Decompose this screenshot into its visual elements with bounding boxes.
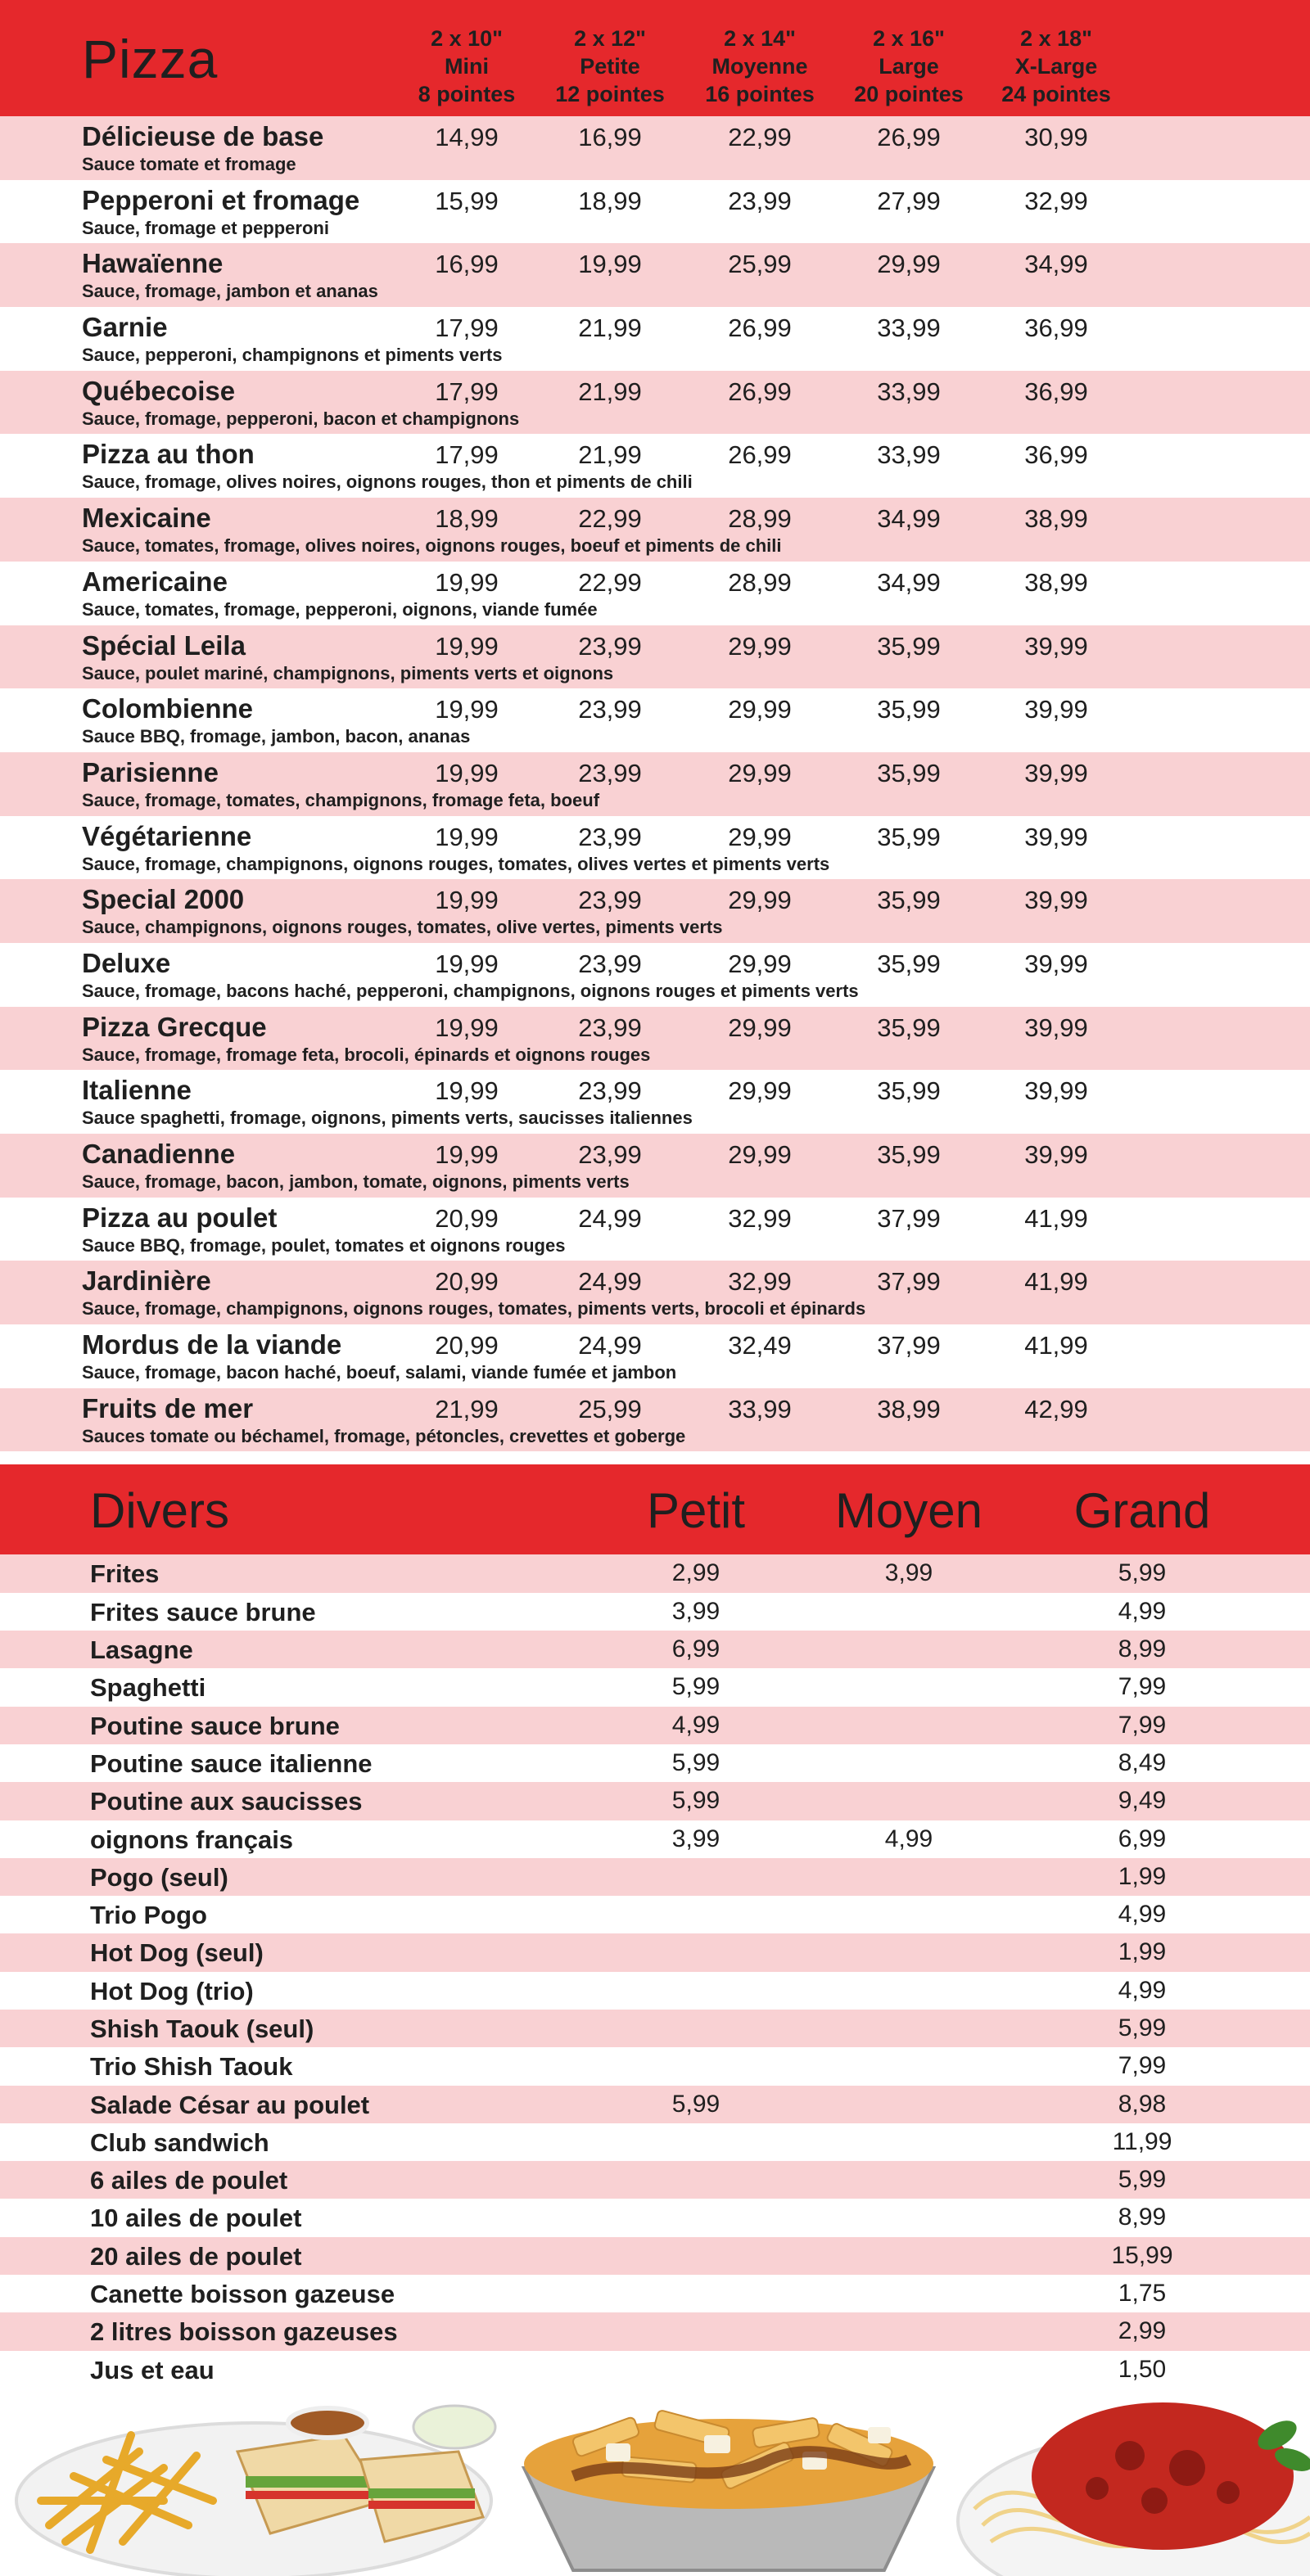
pizza-price: 29,99 [728, 1076, 792, 1106]
divers-row [0, 2086, 1310, 2123]
divers-row [0, 1782, 1310, 1820]
divers-row [0, 1631, 1310, 1668]
divers-item-name: Jus et eau [90, 2355, 215, 2384]
pizza-price: 19,99 [578, 250, 642, 279]
divers-price: 5,99 [671, 1787, 720, 1815]
divers-price: 8,98 [1118, 2090, 1167, 2118]
pizza-description: Sauce, fromage, fromage feta, brocoli, épinards et oignons rouges [82, 1044, 651, 1065]
pizza-price: 23,99 [578, 695, 642, 724]
pizza-name: Hawaïenne [82, 248, 224, 279]
divers-price: 4,99 [671, 1711, 720, 1739]
pizza-price: 26,99 [877, 123, 941, 151]
divers-price: 6,99 [1118, 1825, 1167, 1852]
pizza-row [0, 943, 1310, 1007]
divers-row [0, 1820, 1310, 1858]
pizza-row [0, 1261, 1310, 1324]
pizza-price: 36,99 [1024, 377, 1088, 406]
divers-price: 5,99 [671, 2090, 720, 2118]
size-column-size: 2 x 10" [431, 26, 503, 51]
spaghetti-image [958, 2402, 1310, 2576]
pizza-description: Sauce, champignons, oignons rouges, tomates, olive vertes, piments verts [82, 917, 723, 938]
divers-price: 11,99 [1112, 2127, 1172, 2155]
divers-item-name: Shish Taouk (seul) [90, 2014, 314, 2043]
divers-item-name: Lasagne [90, 1635, 193, 1665]
divers-row [0, 1593, 1310, 1631]
pizza-price: 19,99 [435, 1013, 499, 1042]
pizza-name: Canadienne [82, 1139, 236, 1169]
pizza-price: 23,99 [578, 886, 642, 915]
pizza-price: 27,99 [877, 186, 941, 215]
size-column-points: 12 pointes [555, 82, 665, 106]
pizza-price: 23,99 [578, 822, 642, 851]
divers-row [0, 2123, 1310, 2161]
pizza-row [0, 1388, 1310, 1452]
size-column-name: Petite [580, 54, 640, 79]
pizza-price: 19,99 [435, 1140, 499, 1169]
divers-price: 3,99 [884, 1559, 933, 1587]
pizza-name: Garnie [82, 312, 168, 343]
pizza-row [0, 371, 1310, 435]
pizza-row [0, 562, 1310, 625]
pizza-name: Pizza au thon [82, 439, 255, 470]
divers-price: 4,99 [1118, 1901, 1167, 1929]
size-column-size: 2 x 18" [1020, 26, 1092, 51]
pizza-price: 24,99 [578, 1267, 642, 1297]
pizza-price: 19,99 [435, 886, 499, 915]
pizza-name: Pepperoni et fromage [82, 184, 360, 215]
pizza-price: 35,99 [877, 631, 941, 661]
pizza-name: Deluxe [82, 947, 171, 978]
pizza-price: 38,99 [1024, 504, 1088, 534]
pizza-row [0, 625, 1310, 689]
pizza-description: Sauce, pepperoni, champignons et piments verts [82, 345, 503, 366]
divers-row [0, 2047, 1310, 2085]
pizza-row [0, 1007, 1310, 1071]
size-column-size: 2 x 12" [574, 26, 646, 51]
divers-item-name: Frites sauce brune [90, 1597, 316, 1626]
pizza-price: 19,99 [435, 822, 499, 851]
divers-price: 9,49 [1118, 1787, 1167, 1815]
pizza-row [0, 752, 1310, 816]
poutine-image [524, 2410, 933, 2570]
divers-row [0, 2010, 1310, 2047]
pizza-price: 20,99 [435, 1331, 499, 1360]
pizza-header [0, 0, 1310, 116]
divers-row [0, 2161, 1310, 2199]
divers-section-title: Divers [90, 1483, 230, 1539]
divers-row [0, 1896, 1310, 1933]
pizza-description: Sauces tomate ou béchamel, fromage, pétoncles, crevettes et goberge [82, 1425, 686, 1446]
divers-item-name: Salade César au poulet [90, 2090, 370, 2119]
divers-price: 5,99 [671, 1748, 720, 1776]
pizza-price: 29,99 [728, 949, 792, 978]
divers-price: 5,99 [1118, 2166, 1167, 2194]
divers-row [0, 1933, 1310, 1971]
pizza-row [0, 1134, 1310, 1198]
divers-item-name: Hot Dog (trio) [90, 1976, 254, 2005]
divers-row [0, 2275, 1310, 2312]
pizza-price: 36,99 [1024, 314, 1088, 343]
divers-price: 1,75 [1118, 2280, 1167, 2308]
pizza-price: 32,99 [1024, 186, 1088, 215]
divers-item-name: Trio Pogo [90, 1901, 207, 1930]
divers-row [0, 1858, 1310, 1896]
divers-price: 15,99 [1111, 2241, 1173, 2269]
pizza-price: 29,99 [728, 822, 792, 851]
pizza-row [0, 816, 1310, 880]
pizza-description: Sauce, fromage, bacons haché, pepperoni, champignons, oignons rouges et piments verts [82, 980, 859, 1001]
pizza-price: 35,99 [877, 886, 941, 915]
pizza-row [0, 180, 1310, 244]
pizza-description: Sauce BBQ, fromage, jambon, bacon, ananas [82, 726, 471, 747]
pizza-description: Sauce, fromage, bacon, jambon, tomate, oignons, piments verts [82, 1171, 630, 1192]
pizza-price: 24,99 [578, 1203, 642, 1233]
size-column-name: Moyenne [711, 54, 808, 79]
pizza-price: 32,99 [728, 1203, 792, 1233]
divers-row [0, 1554, 1310, 1592]
divers-header [0, 1464, 1310, 1554]
club-sandwich-fries-image [16, 2406, 495, 2576]
pizza-price: 42,99 [1024, 1394, 1088, 1423]
size-column-name: Mini [445, 54, 489, 79]
pizza-row [0, 243, 1310, 307]
divers-price: 4,99 [1118, 1976, 1167, 2004]
pizza-row [0, 1070, 1310, 1134]
pizza-description: Sauce, fromage, pepperoni, bacon et champignons [82, 408, 520, 429]
divers-item-name: Canette boisson gazeuse [90, 2280, 395, 2309]
pizza-price: 23,99 [578, 1013, 642, 1042]
divers-item-name: Pogo (seul) [90, 1862, 228, 1892]
pizza-price: 34,99 [877, 504, 941, 534]
pizza-name: Délicieuse de base [82, 121, 324, 151]
pizza-price: 29,99 [728, 886, 792, 915]
divers-item-name: Hot Dog (seul) [90, 1938, 264, 1968]
pizza-price: 26,99 [728, 377, 792, 406]
pizza-price: 29,99 [728, 758, 792, 787]
divers-row [0, 1744, 1310, 1782]
size-column-2 [536, 25, 684, 108]
pizza-description: Sauce, tomates, fromage, pepperoni, oignons, viande fumée [82, 598, 598, 620]
pizza-price: 18,99 [435, 504, 499, 534]
pizza-description: Sauce, fromage, olives noires, oignons rouges, thon et piments de chili [82, 471, 693, 493]
pizza-list [0, 116, 1310, 1451]
divers-price: 2,99 [1118, 2317, 1167, 2345]
pizza-price: 36,99 [1024, 440, 1088, 470]
pizza-price: 22,99 [578, 504, 642, 534]
divers-price: 1,50 [1118, 2355, 1167, 2383]
pizza-name: Special 2000 [82, 884, 245, 915]
divers-item-name: 20 ailes de poulet [90, 2241, 302, 2271]
pizza-name: Parisienne [82, 756, 219, 787]
pizza-price: 37,99 [877, 1267, 941, 1297]
divers-price: 8,99 [1118, 2204, 1167, 2231]
pizza-price: 35,99 [877, 822, 941, 851]
pizza-price: 17,99 [435, 377, 499, 406]
pizza-name: Végétarienne [82, 820, 252, 851]
pizza-price: 19,99 [435, 949, 499, 978]
pizza-price: 32,49 [728, 1331, 792, 1360]
size-column-5 [982, 25, 1130, 108]
pizza-price: 33,99 [728, 1394, 792, 1423]
pizza-row [0, 307, 1310, 371]
pizza-price: 20,99 [435, 1267, 499, 1297]
pizza-price: 37,99 [877, 1331, 941, 1360]
pizza-price: 19,99 [435, 695, 499, 724]
divers-price: 5,99 [1118, 1559, 1167, 1587]
size-column-name: X-Large [1014, 54, 1098, 79]
divers-row [0, 1972, 1310, 2010]
pizza-row [0, 1198, 1310, 1261]
pizza-price: 30,99 [1024, 123, 1088, 151]
pizza-name: Italienne [82, 1075, 192, 1106]
pizza-name: Pizza au poulet [82, 1202, 278, 1233]
divers-row [0, 1707, 1310, 1744]
divers-price: 3,99 [671, 1597, 720, 1625]
divers-column-header: Petit [646, 1483, 746, 1539]
pizza-price: 16,99 [435, 250, 499, 279]
pizza-description: Sauce, fromage, tomates, champignons, fromage feta, boeuf [82, 789, 600, 810]
pizza-price: 38,99 [877, 1394, 941, 1423]
pizza-description: Sauce BBQ, fromage, poulet, tomates et oignons rouges [82, 1234, 566, 1256]
pizza-price: 20,99 [435, 1203, 499, 1233]
pizza-price: 38,99 [1024, 567, 1088, 597]
pizza-price: 23,99 [728, 186, 792, 215]
divers-row [0, 1668, 1310, 1706]
pizza-price: 29,99 [728, 695, 792, 724]
size-column-points: 24 pointes [1001, 82, 1111, 106]
divers-item-name: Poutine sauce italienne [90, 1748, 373, 1778]
divers-item-name: 10 ailes de poulet [90, 2204, 302, 2233]
pizza-description: Sauce spaghetti, fromage, oignons, piments verts, saucisses italiennes [82, 1108, 693, 1129]
pizza-price: 23,99 [578, 1076, 642, 1106]
pizza-price: 19,99 [435, 758, 499, 787]
pizza-price: 26,99 [728, 440, 792, 470]
pizza-row [0, 116, 1310, 180]
divers-item-name: Poutine sauce brune [90, 1711, 340, 1740]
pizza-description: Sauce tomate et fromage [82, 154, 296, 174]
divers-price: 8,99 [1118, 1635, 1167, 1663]
divers-item-name: Frites [90, 1559, 160, 1589]
pizza-price: 22,99 [728, 123, 792, 151]
divers-row [0, 2312, 1310, 2350]
divers-price: 7,99 [1118, 1673, 1167, 1701]
pizza-description: Sauce, fromage, jambon et ananas [82, 281, 378, 302]
pizza-row [0, 498, 1310, 562]
pizza-price: 23,99 [578, 758, 642, 787]
pizza-price: 33,99 [877, 377, 941, 406]
pizza-description: Sauce, tomates, fromage, olives noires, oignons rouges, boeuf et piments de chili [82, 535, 782, 557]
divers-price: 7,99 [1118, 1711, 1167, 1739]
pizza-name: Pizza Grecque [82, 1011, 267, 1042]
pizza-price: 21,99 [435, 1394, 499, 1423]
pizza-price: 29,99 [728, 1140, 792, 1169]
pizza-price: 16,99 [578, 123, 642, 151]
divers-row [0, 2199, 1310, 2236]
pizza-price: 39,99 [1024, 886, 1088, 915]
pizza-price: 29,99 [728, 1013, 792, 1042]
divers-item-name: oignons français [90, 1825, 294, 1854]
pizza-description: Sauce, poulet mariné, champignons, piments verts et oignons [82, 662, 614, 683]
size-column-4 [835, 25, 982, 108]
pizza-price: 23,99 [578, 631, 642, 661]
divers-item-name: Poutine aux saucisses [90, 1787, 363, 1816]
food-photos [0, 2378, 1310, 2576]
pizza-price: 23,99 [578, 1140, 642, 1169]
pizza-description: Sauce, fromage et pepperoni [82, 217, 329, 238]
pizza-description: Sauce, fromage, champignons, oignons rouges, tomates, piments verts, brocoli et épinards [82, 1298, 866, 1320]
pizza-price: 19,99 [435, 1076, 499, 1106]
pizza-price: 21,99 [578, 314, 642, 343]
size-column-3 [686, 25, 833, 108]
size-column-points: 20 pointes [854, 82, 964, 106]
divers-price: 6,99 [671, 1635, 720, 1663]
size-column-points: 16 pointes [705, 82, 815, 106]
divers-item-name: 2 litres boisson gazeuses [90, 2317, 398, 2347]
pizza-name: Americaine [82, 566, 228, 597]
pizza-price: 28,99 [728, 567, 792, 597]
pizza-price: 39,99 [1024, 758, 1088, 787]
size-column-size: 2 x 14" [724, 26, 796, 51]
size-column-1 [393, 25, 540, 108]
pizza-section-title: Pizza [82, 29, 219, 89]
pizza-price: 39,99 [1024, 949, 1088, 978]
pizza-price: 19,99 [435, 631, 499, 661]
pizza-price: 39,99 [1024, 631, 1088, 661]
divers-price: 2,99 [671, 1559, 720, 1587]
pizza-row [0, 879, 1310, 943]
pizza-row [0, 434, 1310, 498]
pizza-price: 19,99 [435, 567, 499, 597]
size-column-size: 2 x 16" [873, 26, 945, 51]
divers-price: 7,99 [1118, 2052, 1167, 2080]
pizza-price: 33,99 [877, 440, 941, 470]
divers-column-header: Moyen [834, 1483, 983, 1539]
pizza-name: Colombienne [82, 693, 254, 724]
pizza-price: 29,99 [728, 631, 792, 661]
pizza-name: Jardinière [82, 1265, 211, 1297]
pizza-name: Mexicaine [82, 503, 211, 534]
pizza-name: Québecoise [82, 375, 236, 406]
pizza-description: Sauce, fromage, bacon haché, boeuf, salami, viande fumée et jambon [82, 1362, 677, 1383]
pizza-name: Fruits de mer [82, 1392, 254, 1423]
pizza-price: 39,99 [1024, 1140, 1088, 1169]
pizza-price: 24,99 [578, 1331, 642, 1360]
pizza-price: 29,99 [877, 250, 941, 279]
pizza-name: Spécial Leila [82, 629, 246, 661]
divers-item-name: Trio Shish Taouk [90, 2052, 293, 2082]
divers-price: 3,99 [671, 1825, 720, 1852]
pizza-price: 39,99 [1024, 695, 1088, 724]
pizza-price: 15,99 [435, 186, 499, 215]
pizza-price: 17,99 [435, 440, 499, 470]
divers-item-name: Spaghetti [90, 1673, 206, 1703]
divers-item-name: 6 ailes de poulet [90, 2166, 288, 2195]
pizza-price: 39,99 [1024, 1076, 1088, 1106]
divers-price: 5,99 [1118, 2014, 1167, 2041]
pizza-price: 35,99 [877, 758, 941, 787]
pizza-row [0, 688, 1310, 752]
pizza-price: 35,99 [877, 1076, 941, 1106]
divers-price: 8,49 [1118, 1748, 1167, 1776]
pizza-name: Mordus de la viande [82, 1329, 342, 1360]
pizza-price: 33,99 [877, 314, 941, 343]
divers-price: 1,99 [1118, 1862, 1167, 1890]
divers-column-header: Grand [1073, 1483, 1211, 1539]
pizza-price: 35,99 [877, 1013, 941, 1042]
divers-row [0, 2237, 1310, 2275]
divers-price: 4,99 [1118, 1597, 1167, 1625]
pizza-price: 35,99 [877, 949, 941, 978]
pizza-price: 32,99 [728, 1267, 792, 1297]
pizza-price: 37,99 [877, 1203, 941, 1233]
pizza-price: 39,99 [1024, 822, 1088, 851]
divers-price: 5,99 [671, 1673, 720, 1701]
pizza-price: 22,99 [578, 567, 642, 597]
size-column-points: 8 pointes [418, 82, 516, 106]
pizza-price: 21,99 [578, 440, 642, 470]
pizza-price: 41,99 [1024, 1267, 1088, 1297]
pizza-price: 34,99 [877, 567, 941, 597]
pizza-price: 17,99 [435, 314, 499, 343]
pizza-price: 35,99 [877, 695, 941, 724]
pizza-price: 41,99 [1024, 1203, 1088, 1233]
divers-item-name: Club sandwich [90, 2127, 269, 2157]
pizza-price: 35,99 [877, 1140, 941, 1169]
pizza-price: 25,99 [578, 1394, 642, 1423]
pizza-price: 14,99 [435, 123, 499, 151]
pizza-price: 28,99 [728, 504, 792, 534]
pizza-price: 34,99 [1024, 250, 1088, 279]
divers-price: 4,99 [884, 1825, 933, 1852]
pizza-price: 26,99 [728, 314, 792, 343]
pizza-price: 41,99 [1024, 1331, 1088, 1360]
pizza-description: Sauce, fromage, champignons, oignons rouges, tomates, olives vertes et piments verts [82, 853, 830, 874]
size-column-name: Large [879, 54, 939, 79]
divers-price: 1,99 [1118, 1938, 1167, 1966]
divers-list [0, 1554, 1310, 2389]
pizza-price: 39,99 [1024, 1013, 1088, 1042]
pizza-price: 25,99 [728, 250, 792, 279]
pizza-price: 23,99 [578, 949, 642, 978]
pizza-price: 18,99 [578, 186, 642, 215]
pizza-price: 21,99 [578, 377, 642, 406]
pizza-row [0, 1324, 1310, 1388]
